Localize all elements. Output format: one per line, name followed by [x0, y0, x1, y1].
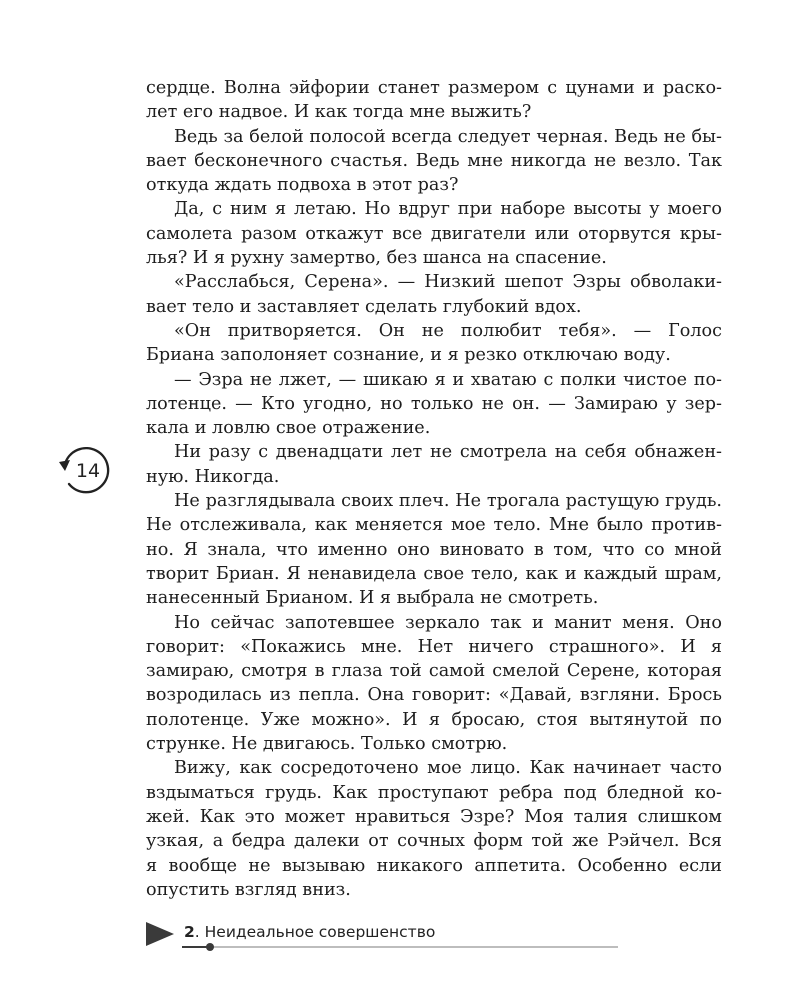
- text-line: но. Я знала, что именно оно виновато в том, что со мной: [146, 539, 722, 560]
- text-line: нанесенный Брианом. И я выбрала не смотреть.: [146, 588, 599, 609]
- paragraph-2: [146, 125, 722, 198]
- text-line: Да, с ним я летаю. Но вдруг при наборе высоты у моего: [174, 199, 722, 220]
- text-line: кала и ловлю свое отражение.: [146, 418, 431, 439]
- paragraph-10: [146, 756, 722, 902]
- chapter-name: . Неидеальное совершенство: [194, 923, 436, 941]
- paragraph-8: [146, 489, 722, 610]
- chapter-footer: [146, 918, 626, 958]
- text-line: говорит: «Покажись мне. Нет ничего страшного». И я: [146, 636, 722, 657]
- paragraph-1: [146, 76, 722, 125]
- chapter-title: [184, 922, 435, 942]
- text-line: — Эзра не лжет, — шикаю я и хватаю с полки чистое по-: [174, 369, 722, 390]
- text-line: вает бесконечного счастья. Ведь мне никогда не везло. Так: [146, 150, 722, 171]
- text-line: Не разглядывала своих плеч. Не трогала растущую грудь.: [174, 491, 722, 512]
- text-line: откуда ждать подвоха в этот раз?: [146, 175, 459, 196]
- text-line: жей. Как это может нравиться Эзре? Моя талия слишком: [146, 806, 722, 827]
- text-line: самолета разом откажут все двигатели или оторвутся кры-: [146, 223, 722, 244]
- text-line: творит Бриан. Я ненавидела свое тело, как и каждый шрам,: [146, 563, 722, 584]
- text-line: Вижу, как сосредоточено мое лицо. Как начинает часто: [174, 758, 722, 779]
- paragraph-3: [146, 197, 722, 270]
- progress-marker: [206, 943, 214, 951]
- text-line: ную. Никогда.: [146, 466, 280, 487]
- text-line: Не отслеживала, как меняется мое тело. Мне было против-: [146, 515, 722, 536]
- text-line: узкая, а бедра далеки от сочных форм той же Рэйчел. Вся: [146, 831, 722, 852]
- text-line: опустить взгляд вниз.: [146, 879, 351, 900]
- text-line: Ведь за белой полосой всегда следует черная. Ведь не бы-: [174, 126, 722, 147]
- chapter-number: 2: [184, 923, 195, 941]
- text-line: лотенце. — Кто угодно, но только не он. — Замираю у зер-: [146, 393, 722, 414]
- play-triangle-icon: [146, 922, 174, 946]
- paragraph-4: [146, 270, 722, 319]
- paragraph-5: [146, 319, 722, 368]
- body-text: [146, 76, 722, 902]
- text-line: вает тело и заставляет сделать глубокий вдох.: [146, 296, 582, 317]
- text-line: замираю, смотря в глаза той самой смелой Серене, которая: [146, 661, 722, 682]
- paragraph-7: [146, 440, 722, 489]
- text-line: сердце. Волна эйфории станет размером с цунами и раско-: [146, 78, 722, 98]
- text-line: я вообще не вызываю никакого аппетита. Особенно если: [146, 855, 722, 876]
- paragraph-6: [146, 368, 722, 441]
- paragraph-9: [146, 611, 722, 757]
- page-number-badge: [57, 442, 115, 500]
- text-line: лья? И я рухну замертво, без шанса на спасение.: [146, 248, 607, 269]
- progress-track: [182, 946, 618, 948]
- text-line: «Расслабься, Серена». — Низкий шепот Эзры обволаки-: [174, 272, 722, 293]
- text-line: возродилась из пепла. Она говорит: «Давай, взгляни. Брось: [146, 685, 722, 706]
- text-line: Но сейчас запотевшее зеркало так и манит меня. Оно: [174, 612, 722, 633]
- text-line: лет его надвое. И как тогда мне выжить?: [146, 102, 532, 123]
- text-line: Бриана заполоняет сознание, и я резко отключаю воду.: [146, 345, 671, 366]
- text-line: Ни разу с двенадцати лет не смотрела на себя обнажен-: [174, 442, 722, 463]
- text-line: струнке. Не двигаюсь. Только смотрю.: [146, 734, 508, 755]
- text-line: «Он притворяется. Он не полюбит тебя». — Голос: [174, 320, 722, 341]
- page-number: 14: [75, 460, 101, 482]
- text-line: вздыматься грудь. Как проступают ребра под бледной ко-: [146, 782, 722, 803]
- text-line: полотенце. Уже можно». И я бросаю, стоя вытянутой по: [146, 709, 722, 730]
